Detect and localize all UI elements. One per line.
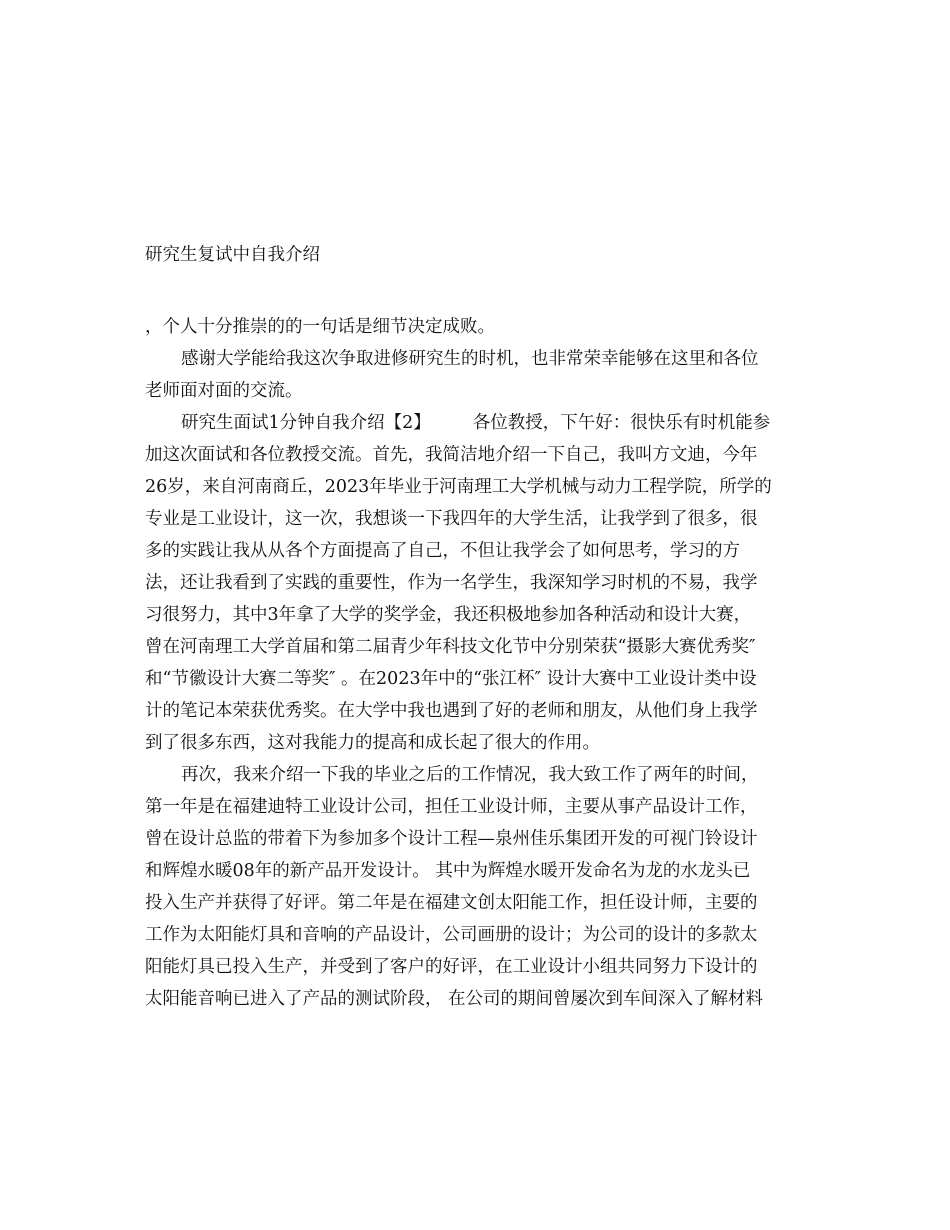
- text-line: 习很努力，其中3年拿了大学的奖学金，我还积极地参加各种活动和设计大赛，: [145, 605, 752, 625]
- text-line: 阳能灯具已投入生产，并受到了客户的好评，在工业设计小组共同努力下设计的: [145, 957, 758, 977]
- text-line: 再次，我来介绍一下我的毕业之后的工作情况，我大致工作了两年的时间，: [181, 765, 759, 785]
- text-line: 多的实践让我从从各个方面提高了自己，不但让我学会了如何思考，学习的方: [145, 541, 740, 561]
- greeting-text: 各位教授，下午好：很快乐有时机能参: [472, 413, 771, 433]
- text-line: 计的笔记本荣获优秀奖。在大学中我也遇到了好的老师和朋友，从他们身上我学: [145, 701, 758, 721]
- text-line: 曾在河南理工大学首届和第二届青少年科技文化节中分别荣获“摄影大赛优秀奖″: [145, 637, 756, 657]
- text-line: 专业是工业设计，这一次，我想谈一下我四年的大学生活，让我学到了很多，很: [145, 509, 758, 529]
- document-body: [145, 311, 805, 1015]
- document-title: 研究生复试中自我介绍: [145, 245, 320, 265]
- text-line: 加这次面试和各位教授交流。首先，我简洁地介绍一下自己，我叫方文迪，今年: [145, 445, 758, 465]
- text-line: 工作为太阳能灯具和音响的产品设计，公司画册的设计；为公司的设计的多款太: [145, 925, 758, 945]
- text-line: ，个人十分推崇的的一句话是细节决定成败。: [145, 317, 495, 337]
- text-line: 法，还让我看到了实践的重要性，作为一名学生，我深知学习时机的不易，我学: [145, 573, 758, 593]
- text-line: 投入生产并获得了好评。第二年是在福建文创太阳能工作，担任设计师，主要的: [145, 893, 758, 913]
- text-line: 和辉煌水暖08年的新产品开发设计。 其中为辉煌水暖开发命名为龙的水龙头已: [145, 861, 751, 881]
- text-line: 和“节徽设计大赛二等奖″ 。在2023年中的“张江杯″ 设计大赛中工业设计类中设: [145, 669, 757, 689]
- text-line: 老师面对面的交流。: [145, 381, 303, 401]
- text-line: [145, 407, 805, 439]
- text-line: 太阳能音响已进入了产品的测试阶段， 在公司的期间曾屡次到车间深入了解材料: [145, 989, 764, 1009]
- text-line: 第一年是在福建迪特工业设计公司，担任工业设计师，主要从事产品设计工作，: [145, 797, 758, 817]
- text-line: 感谢大学能给我这次争取进修研究生的时机，也非常荣幸能够在这里和各位: [181, 349, 759, 369]
- text-line: 曾在设计总监的带着下为参加多个设计工程—泉州佳乐集团开发的可视门铃设计: [145, 829, 758, 849]
- text-line: 26岁，来自河南商丘，2023年毕业于河南理工大学机械与动力工程学院，所学的: [145, 477, 772, 497]
- text-line: 到了很多东西，这对我能力的提高和成长起了很大的作用。: [145, 733, 600, 753]
- section-heading: 研究生面试1分钟自我介绍【2】: [181, 413, 431, 433]
